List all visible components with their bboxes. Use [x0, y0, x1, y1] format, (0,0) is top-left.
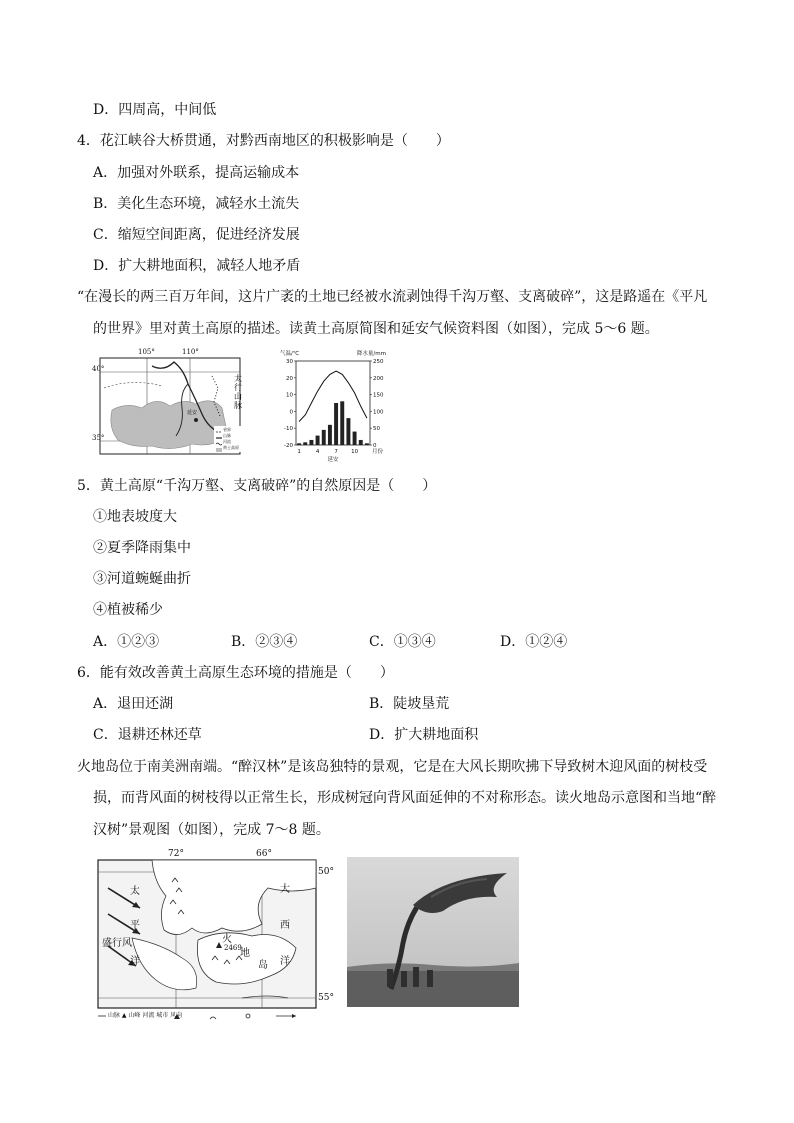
passage2-line1: 火地岛位于南美洲南端。“醉汉林”是该岛独特的景观，它是在大风长期吹拂下导致树木迎风面的树枝受 [77, 759, 708, 775]
chart-right-tick-label: 50 [373, 426, 380, 433]
q5-stem: 5．黄土高原“千沟万壑、支离破碎”的自然原因是（ ） [77, 478, 437, 494]
map1-lon-right: 110° [182, 348, 199, 356]
map2-wind-label: 盛行风 [102, 938, 132, 949]
precip-bar [346, 418, 350, 445]
chart-station-label: 延安 [327, 457, 339, 463]
precip-bar [334, 403, 338, 445]
map2-pacific-3: 洋 [130, 956, 140, 967]
passage1-line1: “在漫长的两三百万年间，这片广袤的土地已经被水流剥蚀得千沟万壑、支离破碎”，这是路遥在《平凡 [77, 289, 708, 305]
q5-item-1: ①地表坡度大 [93, 509, 177, 525]
chart-right-tick-label: 200 [373, 375, 384, 382]
chart-x-tick-label: 7 [334, 449, 338, 455]
chart-right-tick-label: 100 [373, 409, 384, 416]
q4-option-a: A．加强对外联系，提高运输成本 [93, 165, 300, 181]
q6-option-d: D．扩大耕地面积 [369, 727, 479, 743]
q6-option-c: C．退耕还林还草 [93, 727, 202, 743]
tierra-del-fuego-map [92, 848, 342, 1026]
map1-mountain-4: 脉 [234, 401, 242, 410]
precip-bar [359, 440, 363, 445]
chart-right-tick-label: 150 [373, 392, 384, 399]
passage2-line2: 损，而背风面的树枝得以正常生长，形成树冠向背风面延伸的不对称形态。读火地岛示意图和当地“醉 [93, 790, 717, 806]
map1-legend-2: 山脉 [223, 433, 231, 438]
map2-lon-right: 66° [256, 849, 272, 859]
q5-option-b: B．②③④ [231, 634, 298, 650]
chart-ylabel-left: 气温/℃ [280, 351, 300, 357]
chart-right-tick-label: 250 [373, 359, 384, 365]
map1-lat-top: 40° [92, 365, 105, 373]
q5-option-d: D．①②④ [500, 634, 568, 650]
q5-option-a: A．①②③ [93, 634, 160, 650]
chart-x-tick-label: 10 [351, 449, 359, 455]
chart-left-tick-label: 0 [289, 409, 293, 416]
passage2-line3: 汉树”景观图（如图），完成 7～8 题。 [93, 822, 330, 838]
map1-lat-bottom: 35° [92, 434, 105, 442]
q4-option-d: D．扩大耕地面积，减轻人地矛盾 [93, 258, 301, 274]
q6-option-b: B．陡坡垦荒 [369, 696, 450, 712]
temperature-line [299, 371, 367, 421]
q5-item-2: ②夏季降雨集中 [93, 540, 191, 556]
precip-bar [340, 401, 344, 445]
map2-atlantic-2: 西 [280, 920, 290, 931]
chart-left-tick-label: 30 [286, 359, 293, 365]
chart-x-tick-label: 1 [297, 449, 301, 455]
drunken-tree-photo [347, 857, 519, 1007]
yanan-climate-chart [278, 347, 388, 465]
map2-island-1: 火 [222, 934, 232, 945]
precip-bar [353, 432, 357, 445]
map1-legend-1: 省界 [223, 427, 231, 432]
chart-x-unit: 月份 [372, 449, 384, 455]
map2-island-3: 岛 [258, 960, 268, 971]
map2-atlantic-1: 大 [280, 884, 290, 895]
chart-left-tick-label: -20 [284, 443, 293, 449]
chart-left-tick-label: 10 [286, 392, 293, 399]
precip-bar [316, 436, 320, 445]
chart-right-tick-label: 0 [373, 443, 377, 449]
map1-legend-3: 河流 [223, 439, 231, 444]
q5-item-4: ④植被稀少 [93, 602, 163, 618]
map2-atlantic-3: 洋 [280, 956, 290, 967]
precip-bar [297, 443, 301, 445]
q6-stem: 6．能有效改善黄土高原生态环境的措施是（ ） [77, 665, 394, 681]
precip-bar [365, 443, 369, 445]
map2-peak-label: 2469 [224, 944, 242, 952]
chart-ylabel-right: 降水量/mm [356, 351, 386, 357]
chart-left-tick-label: -10 [284, 426, 293, 433]
map1-mountain-1: 太 [234, 374, 242, 383]
q5-item-3: ③河道蜿蜒曲折 [93, 571, 191, 587]
q5-option-c: C．①③④ [369, 634, 436, 650]
chart-left-tick-label: 20 [286, 375, 293, 382]
precip-bar [303, 442, 307, 445]
map2-island-2: 地 [240, 948, 250, 959]
q6-option-a: A．退田还湖 [93, 696, 174, 712]
map1-mountain-3: 山 [234, 392, 242, 401]
map2-lat-top: 50° [318, 867, 334, 877]
map2-pacific-2: 平 [130, 920, 140, 931]
map1-mountain-2: 行 [234, 383, 242, 392]
map2-pacific-1: 太 [130, 886, 140, 897]
q3-option-d: D．四周高，中间低 [93, 102, 217, 118]
map2-lon-left: 72° [168, 849, 184, 859]
passage1-line2: 的世界》里对黄土高原的描述。读黄土高原简图和延安气候资料图（如图），完成 5～6 题。 [93, 321, 659, 337]
precip-bar [322, 430, 326, 445]
precip-bar [309, 440, 313, 445]
loess-plateau-map [92, 348, 252, 460]
map2-legend: 山脉 ▲ 山峰 河流 城市 风向 [108, 1012, 183, 1019]
precip-bar [328, 425, 332, 445]
q4-option-c: C．缩短空间距离，促进经济发展 [93, 227, 300, 243]
map1-legend-4: 黄土高原 [223, 445, 239, 450]
map2-lat-bottom: 55° [318, 993, 334, 1003]
q4-stem: 4．花江峡谷大桥贯通，对黔西南地区的积极影响是（ ） [77, 133, 450, 149]
q4-option-b: B．美化生态环境，减轻水土流失 [93, 196, 300, 212]
chart-x-tick-label: 4 [315, 449, 320, 455]
map1-lon-left: 105° [138, 348, 155, 356]
map1-city-label: 延安 [187, 410, 198, 416]
